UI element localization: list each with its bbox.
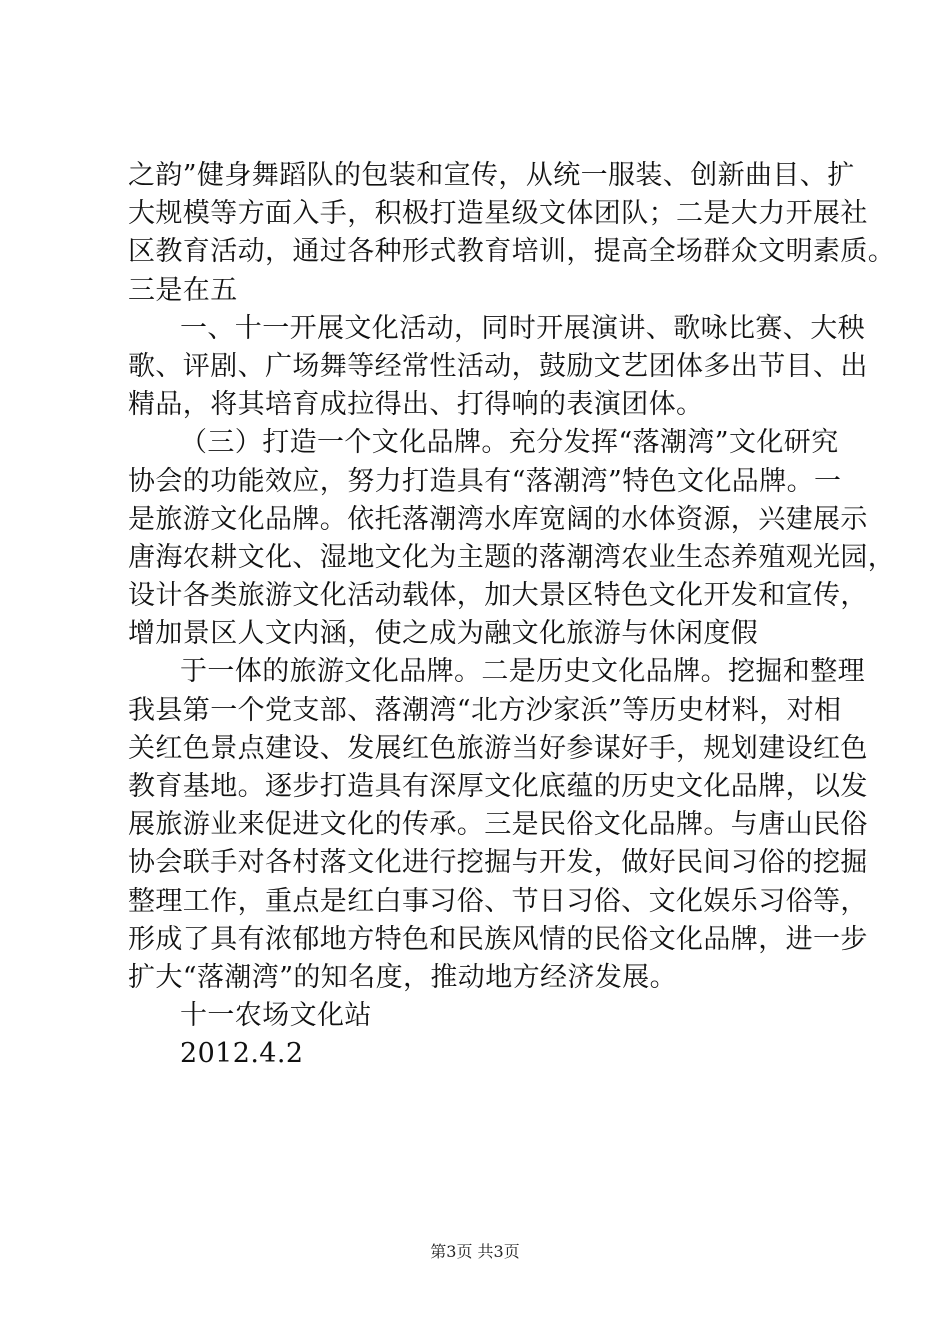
text-line: 精品，将其培育成拉得出、打得响的表演团体。	[128, 389, 704, 421]
text-line: 形成了具有浓郁地方特色和民族风情的民俗文化品牌，进一步	[128, 923, 868, 955]
text-line: 三是在五	[128, 274, 238, 306]
section-heading-line: （三）打造一个文化品牌。充分发挥“落潮湾”文化研究	[180, 427, 839, 459]
text-line: 是旅游文化品牌。依托落潮湾水库宽阔的水体资源，兴建展示	[128, 503, 868, 535]
text-line: 整理工作，重点是红白事习俗、节日习俗、文化娱乐习俗等，	[128, 885, 868, 917]
text-line: 协会的功能效应，努力打造具有“落潮湾”特色文化品牌。一	[128, 465, 842, 497]
document-body	[128, 157, 896, 1074]
text-line: 协会联手对各村落文化进行挖掘与开发，做好民间习俗的挖掘	[128, 847, 868, 879]
text-line: 于一体的旅游文化品牌。二是历史文化品牌。挖掘和整理	[180, 656, 865, 688]
text-line: 唐海农耕文化、湿地文化为主题的落潮湾农业生态养殖观光园，	[128, 541, 896, 573]
text-line: 歌、评剧、广场舞等经常性活动，鼓励文艺团体多出节目、出	[128, 350, 868, 382]
page-number-footer: 第3页 共3页	[430, 1242, 520, 1261]
text-line: 之韵”健身舞蹈队的包装和宣传，从统一服装、创新曲目、扩	[128, 160, 855, 191]
text-line: 设计各类旅游文化活动载体，加大景区特色文化开发和宣传，	[128, 580, 868, 612]
signature-organization: 十一农场文化站	[180, 1000, 372, 1032]
text-line: 大规模等方面入手，积极打造星级文体团队；二是大力开展社	[128, 198, 868, 230]
text-line: 一、十一开展文化活动，同时开展演讲、歌咏比赛、大秧	[180, 312, 865, 344]
text-line: 关红色景点建设、发展红色旅游当好参谋好手，规划建设红色	[128, 732, 868, 764]
text-line: 我县第一个党支部、落潮湾“北方沙家浜”等历史材料，对相	[128, 694, 842, 726]
text-line: 区教育活动，通过各种形式教育培训，提高全场群众文明素质。	[128, 236, 896, 268]
text-line: 增加景区人文内涵，使之成为融文化旅游与休闲度假	[128, 618, 759, 650]
text-line: 教育基地。逐步打造具有深厚文化底蕴的历史文化品牌，以发	[128, 771, 868, 802]
text-line: 展旅游业来促进文化的传承。三是民俗文化品牌。与唐山民俗	[128, 809, 868, 841]
signature-date: 2012.4.2	[180, 1038, 304, 1070]
text-line: 扩大“落潮湾”的知名度，推动地方经济发展。	[128, 961, 678, 993]
